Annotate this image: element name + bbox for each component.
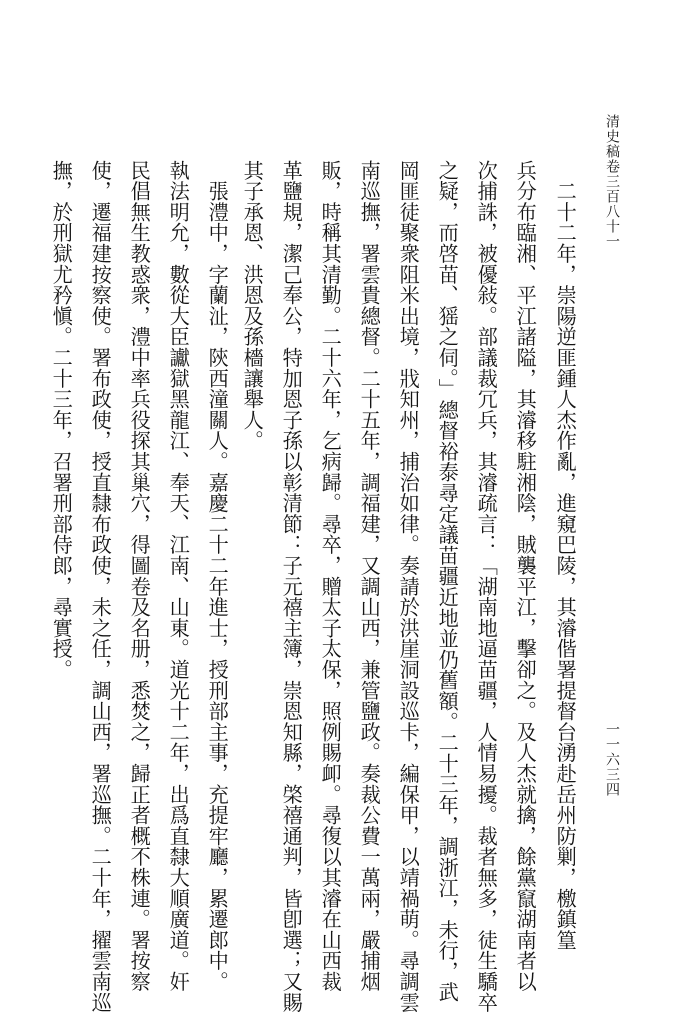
text-column: 岡匪徒聚衆阻米出境，戕知州，捕治如律。奏請於洪崖洞設巡卡，編保甲，以靖禍萌。尋調雲	[396, 160, 421, 1013]
text-column: 其子承恩、洪恩及孫檣讓舉人。	[240, 160, 265, 452]
text-column: 兵分布臨湘、平江諸隘，其濬移駐湘陰，賊襲平江，擊卻之。及人杰就擒，餘黨竄湖南者以	[513, 160, 538, 992]
text-column: 之疑，而啓苗、猺之伺。」總督裕泰尋定議苗疆近地並仍舊額。二十三年，調浙江，未行，武	[435, 160, 460, 1003]
page-number: 一一六三四	[604, 722, 620, 797]
text-column: 執法明允，數從大臣讞獄黑龍江、奉天、江南、山東。道光十二年，出爲直隸大順廣道。奸	[166, 160, 191, 992]
text-column: 革鹽規，潔己奉公，特加恩子孫以彰清節：子元禧主簿，崇恩知縣，棨禧通判，皆卽選；又賜	[279, 160, 304, 1013]
text-column: 民倡無生教惑衆，澧中率兵役探其巢穴，得圖卷及名册，悉焚之，歸正者概不株連。署按察	[127, 160, 152, 992]
text-column: 二十二年，崇陽逆匪鍾人杰作亂，進窺巴陵，其濬偕署提督台湧赴岳州防剿，檄鎮篁	[553, 160, 578, 951]
text-column: 南巡撫，署雲貴總督。二十五年，調福建，又調山西，兼管鹽政。奏裁公費一萬兩，嚴捕烟	[357, 160, 382, 992]
text-column: 販，時稱其清勤。二十六年，乞病歸。尋卒，贈太子太保，照例賜卹。尋復以其濬在山西裁	[318, 160, 343, 992]
text-column: 張澧中，字蘭沚，陝西潼關人。嘉慶二十二年進士，授刑部主事，充提牢廳，累遷郎中。	[205, 160, 230, 992]
text-column: 撫，於刑獄尤矜愼。二十三年，召署刑部侍郎，尋實授。	[49, 160, 74, 680]
running-head: 清史稿卷三百八十一	[604, 114, 620, 249]
text-column: 次捕誅，被優敍。部議裁冗兵，其濬疏言：「湖南地逼苗疆，人情易擾。裁者無多，徒生驕卒	[474, 160, 499, 1013]
text-column: 使，遷福建按察使。署布政使，授直隸布政使，未之任，調山西，署巡撫。二十年，擢雲南巡	[88, 160, 113, 1013]
